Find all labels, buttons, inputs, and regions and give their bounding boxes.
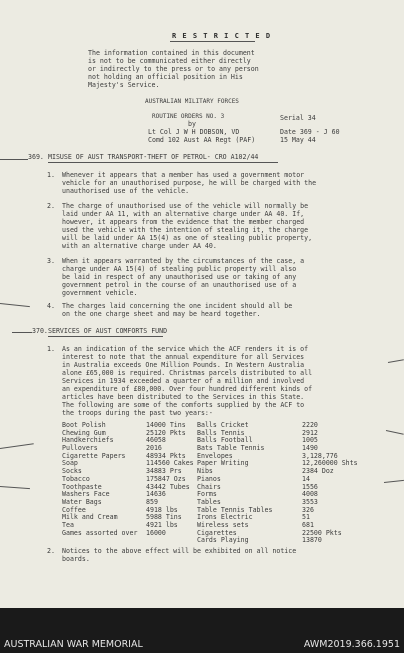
comfort-quantity: 114560 Cakes bbox=[146, 459, 194, 468]
notice-line: The information contained in this document bbox=[88, 49, 255, 57]
comfort-quantity: 22500 Pkts bbox=[302, 528, 342, 537]
paragraph-line: laid under AA 11, with an alternative charge under AA 40. If, bbox=[62, 210, 305, 218]
comforts-table bbox=[62, 422, 362, 545]
comfort-item: Milk and Cream bbox=[62, 513, 118, 522]
paragraph-line: be laid in respect of any unauthorised use or taking of any bbox=[62, 273, 297, 281]
comfort-quantity: 2384 Doz bbox=[302, 467, 334, 476]
comfort-quantity: 16000 bbox=[146, 528, 166, 537]
paragraph-number: 2. bbox=[47, 547, 55, 555]
comfort-item: Envelopes bbox=[197, 451, 233, 460]
comfort-quantity: 1005 bbox=[302, 436, 318, 445]
paragraph-line: used the vehicle with the intention of stealing it, the charge bbox=[62, 226, 309, 234]
by-text: by bbox=[188, 120, 196, 128]
comfort-quantity: 14636 bbox=[146, 490, 166, 499]
comfort-item: Boot Polish bbox=[62, 421, 106, 429]
section-number: 370. bbox=[32, 327, 48, 335]
paragraph-line: an expenditure of £80,000. Over four hundred different kinds of bbox=[62, 385, 313, 393]
comfort-quantity: 1556 bbox=[302, 482, 318, 491]
comfort-item: Table Tennis Tables bbox=[197, 505, 273, 514]
margin-mark bbox=[384, 480, 404, 483]
paragraph-line: charge under AA 15(4) of stealing public property will also bbox=[62, 265, 297, 273]
comfort-item: Pullovers bbox=[62, 444, 98, 453]
margin-mark bbox=[0, 443, 34, 449]
comfort-item: Cigarettes bbox=[197, 528, 237, 537]
routine-orders: ROUTINE ORDERS NO. 3 bbox=[152, 113, 225, 120]
paragraph-number: 3. bbox=[47, 257, 55, 265]
comfort-item: Tobacco bbox=[62, 474, 90, 483]
restricted-title: R E S T R I C T E D bbox=[172, 32, 272, 40]
paragraph-line: The following are some of the comforts supplied by the ACF to bbox=[62, 401, 305, 409]
paragraph-line: The charges laid concerning the one incident should all be bbox=[62, 302, 293, 310]
comfort-quantity: 1490 bbox=[302, 444, 318, 453]
comfort-quantity: 3553 bbox=[302, 497, 318, 506]
margin-mark bbox=[0, 303, 30, 307]
paragraph-line: Notices to the above effect will be exhibited on all notice bbox=[62, 547, 297, 555]
notice-line: is not to be communicated either directly bbox=[88, 57, 251, 65]
comfort-quantity: 859 bbox=[146, 497, 158, 506]
comfort-quantity: 13870 bbox=[302, 536, 322, 545]
comfort-item: Balls Cricket bbox=[197, 421, 249, 429]
section-heading: MISUSE OF AUST TRANSPORT-THEFT OF PETROL- CRO A102/44 bbox=[48, 153, 259, 161]
paragraph-number: 1. bbox=[47, 171, 55, 179]
order-title: AUSTRALIAN MILITARY FORCES bbox=[145, 98, 239, 105]
comfort-quantity: 51 bbox=[302, 513, 310, 522]
comfort-item: Coffee bbox=[62, 505, 86, 514]
margin-mark bbox=[12, 332, 32, 333]
unit-name: Comd 102 Aust AA Regt (PAF) bbox=[148, 136, 256, 144]
comfort-quantity: 4918 lbs bbox=[146, 505, 178, 514]
comfort-item: Balls Tennis bbox=[197, 428, 245, 437]
comfort-quantity: 14000 Tins bbox=[146, 421, 186, 429]
comfort-quantity: 2016 bbox=[146, 444, 162, 453]
comfort-quantity: 3,128,776 bbox=[302, 451, 338, 460]
comfort-item: Toothpaste bbox=[62, 482, 102, 491]
paragraph-line: interest to note that the annual expenditure for all Services bbox=[62, 353, 305, 361]
comfort-quantity: 2912 bbox=[302, 428, 318, 437]
comfort-quantity: 46058 bbox=[146, 436, 166, 445]
paragraph-line: boards. bbox=[62, 555, 90, 563]
paragraph-line: Services in 1934 exceeded a quarter of a million and involved bbox=[62, 377, 305, 385]
notice-line: Majesty's Service. bbox=[88, 81, 160, 89]
paragraph-line: When it appears warranted by the circumstances of the case, a bbox=[62, 257, 305, 265]
comfort-item: Paper Writing bbox=[197, 459, 249, 468]
margin-mark bbox=[386, 430, 404, 435]
margin-mark bbox=[0, 159, 28, 160]
comfort-item: Socks bbox=[62, 467, 82, 476]
paragraph-line: Whenever it appears that a member has used a government motor bbox=[62, 171, 305, 179]
comfort-quantity: 34883 Prs bbox=[146, 467, 182, 476]
date-line: Date 369 - J 60 bbox=[280, 128, 340, 136]
notice-line: not holding an official position in His bbox=[88, 73, 243, 81]
comfort-item: Bats Table Tennis bbox=[197, 444, 265, 453]
paragraph-line: The charge of unauthorised use of the vehicle will normally be bbox=[62, 202, 309, 210]
paragraph-line: however, it appears from the evidence that the member charged bbox=[62, 218, 305, 226]
comfort-item: Tea bbox=[62, 520, 74, 529]
heading-underline bbox=[48, 162, 278, 163]
comfort-quantity: 48934 Pkts bbox=[146, 451, 186, 460]
paragraph-line: the troops during the past two years:- bbox=[62, 409, 213, 417]
comfort-quantity: 25120 Pkts bbox=[146, 428, 186, 437]
comfort-quantity: 681 bbox=[302, 520, 314, 529]
comfort-quantity: 43442 Tubes bbox=[146, 482, 190, 491]
source-label: AUSTRALIAN WAR MEMORIAL bbox=[4, 639, 143, 650]
paragraph-line: unauthorised use of the vehicle. bbox=[62, 187, 190, 195]
comfort-item: Irons Electric bbox=[197, 513, 253, 522]
comfort-item: Chairs bbox=[197, 482, 221, 491]
paragraph-number: 2. bbox=[47, 202, 55, 210]
paragraph-number: 1. bbox=[47, 345, 55, 353]
comfort-quantity: 326 bbox=[302, 505, 314, 514]
paragraph-line: As an indication of the service which the ACF renders it is of bbox=[62, 345, 309, 353]
officer-name: Lt Col J W H DOBSON, VD bbox=[148, 128, 240, 136]
comfort-item: Cigarette Papers bbox=[62, 451, 126, 460]
heading-underline bbox=[48, 336, 163, 337]
comfort-item: Handkerchiefs bbox=[62, 436, 114, 445]
notice-line: or indirectly to the press or to any person bbox=[88, 65, 259, 73]
comfort-item: Nibs bbox=[197, 467, 213, 476]
comfort-item: Balls Football bbox=[197, 436, 253, 445]
paragraph-line: government petrol in the course of an unauthorised use of a bbox=[62, 281, 297, 289]
serial-number: Serial 34 bbox=[280, 114, 316, 122]
comfort-quantity: 2220 bbox=[302, 421, 318, 429]
comfort-item: Water Bags bbox=[62, 497, 102, 506]
margin-mark bbox=[388, 359, 404, 363]
footer-bar bbox=[0, 608, 404, 653]
comfort-quantity: 4921 lbs bbox=[146, 520, 178, 529]
comfort-item: Forms bbox=[197, 490, 217, 499]
comfort-item: Soap bbox=[62, 459, 78, 468]
comfort-quantity: 5988 Tins bbox=[146, 513, 182, 522]
comfort-item: Tables bbox=[197, 497, 221, 506]
comfort-item: Games assorted over bbox=[62, 528, 138, 537]
comfort-quantity: 175847 Ozs bbox=[146, 474, 186, 483]
comfort-quantity: 14 bbox=[302, 474, 310, 483]
paragraph-line: articles have been distributed to the Services in this State. bbox=[62, 393, 305, 401]
section-number: 369. bbox=[28, 153, 44, 161]
table-row bbox=[62, 537, 362, 545]
comfort-item: Cards Playing bbox=[197, 536, 249, 545]
paragraph-line: alone £65,000 is required. Christmas parcels distributed to all bbox=[62, 369, 313, 377]
paragraph-line: on the one charge sheet and may be heard together. bbox=[62, 310, 261, 318]
accession-number: AWM2019.366.1951 bbox=[303, 639, 400, 650]
paragraph-number: 4. bbox=[47, 302, 55, 310]
paragraph-line: in Australia exceeds One Million Pounds. In Western Australia bbox=[62, 361, 305, 369]
title-underline bbox=[170, 41, 255, 42]
comfort-item: Chewing Gum bbox=[62, 428, 106, 437]
comfort-quantity: 4008 bbox=[302, 490, 318, 499]
section-heading: SERVICES OF AUST COMFORTS FUND bbox=[48, 327, 168, 335]
comfort-item: Wireless sets bbox=[197, 520, 249, 529]
paragraph-line: government vehicle. bbox=[62, 289, 138, 297]
margin-mark bbox=[0, 486, 30, 489]
comfort-item: Washers Face bbox=[62, 490, 110, 499]
issue-date: 15 May 44 bbox=[280, 136, 316, 144]
comfort-quantity: 12,260000 Shts bbox=[302, 459, 358, 468]
paragraph-line: will be laid under AA 15(4) as one of stealing public property, bbox=[62, 234, 313, 242]
comfort-item: Pianos bbox=[197, 474, 221, 483]
paragraph-line: with an alternative charge under AA 40. bbox=[62, 242, 217, 250]
paragraph-line: vehicle for an unauthorised purpose, he will be charged with the bbox=[62, 179, 317, 187]
